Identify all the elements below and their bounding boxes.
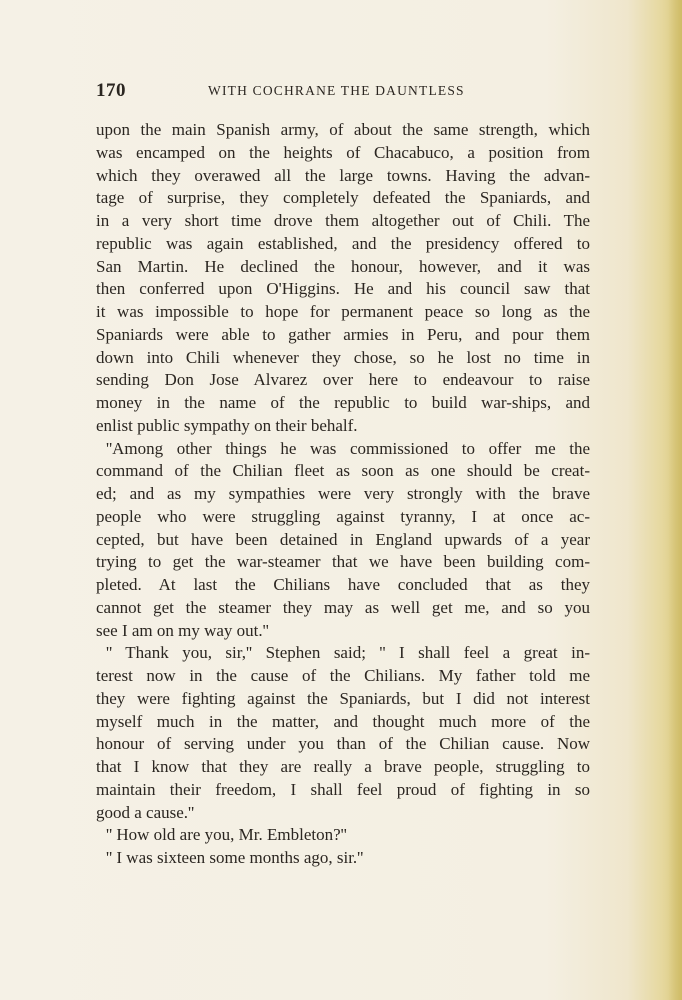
text-line: Spaniards were able to gather armies in Peru, and pour them	[96, 324, 590, 344]
text-line: good a cause.''	[96, 802, 195, 822]
text-line: San Martin. He declined the honour, however, and it was	[96, 256, 590, 276]
page-edge-shadow	[668, 0, 682, 1000]
text-line: which they overawed all the large towns. Having the advan-	[96, 165, 590, 185]
text-line: that I know that they are really a brave people, struggling to	[96, 757, 590, 776]
text-line: cannot get the steamer they may as well get me, and so you	[96, 597, 590, 617]
text-line: maintain their freedom, I shall feel proud of fighting in so	[96, 779, 590, 799]
text-line: '' Thank you, sir,'' Stephen said; '' I shall feel a great in-	[106, 643, 590, 663]
text-line: in a very short time drove them altogether out of Chili. The	[96, 211, 590, 230]
text-line: trying to get the war-steamer that we have been building com-	[96, 552, 590, 572]
text-line: cepted, but have been detained in England upwards of a year	[96, 529, 590, 549]
text-line: people who were struggling against tyranny, I at once ac-	[96, 506, 590, 526]
text-line: ''Among other things he was commissioned to offer me the	[106, 438, 590, 458]
text-line: upon the main Spanish army, of about the same strength, which	[96, 120, 590, 139]
text-line: myself much in the matter, and thought much more of the	[96, 711, 590, 731]
text-line: '' How old are you, Mr. Embleton?''	[106, 825, 347, 845]
text-line: republic was again established, and the presidency offered to	[96, 233, 590, 253]
page-header	[96, 80, 590, 104]
text-line: command of the Chilian fleet as soon as one should be creat-	[96, 461, 590, 481]
text-line: was encamped on the heights of Chacabuco, a position from	[96, 142, 590, 162]
text-line: down into Chili whenever they chose, so he lost no time in	[96, 347, 590, 367]
text-line: see I am on my way out.''	[96, 620, 269, 640]
text-line: then conferred upon O'Higgins. He and his council saw that	[96, 279, 590, 299]
page-number: 170	[96, 80, 126, 101]
text-line: sending Don Jose Alvarez over here to endeavour to raise	[96, 370, 590, 390]
text-line: enlist public sympathy on their behalf.	[96, 415, 358, 435]
text-line: money in the name of the republic to build war-ships, and	[96, 393, 590, 412]
text-line: honour of serving under you than of the Chilian cause. Now	[96, 734, 590, 754]
text-line: ed; and as my sympathies were very strongly with the brave	[96, 484, 590, 503]
text-line: pleted. At last the Chilians have concluded that as they	[96, 575, 590, 594]
text-line: '' I was sixteen some months ago, sir.''	[106, 848, 364, 867]
text-line: they were fighting against the Spaniards, but I did not interest	[96, 688, 590, 708]
running-head: WITH COCHRANE THE DAUNTLESS	[208, 83, 465, 98]
page-body	[96, 119, 590, 870]
text-line: terest now in the cause of the Chilians. My father told me	[96, 666, 590, 685]
text-line: it was impossible to hope for permanent peace so long as the	[96, 302, 590, 321]
text-line: tage of surprise, they completely defeated the Spaniards, and	[96, 188, 590, 208]
